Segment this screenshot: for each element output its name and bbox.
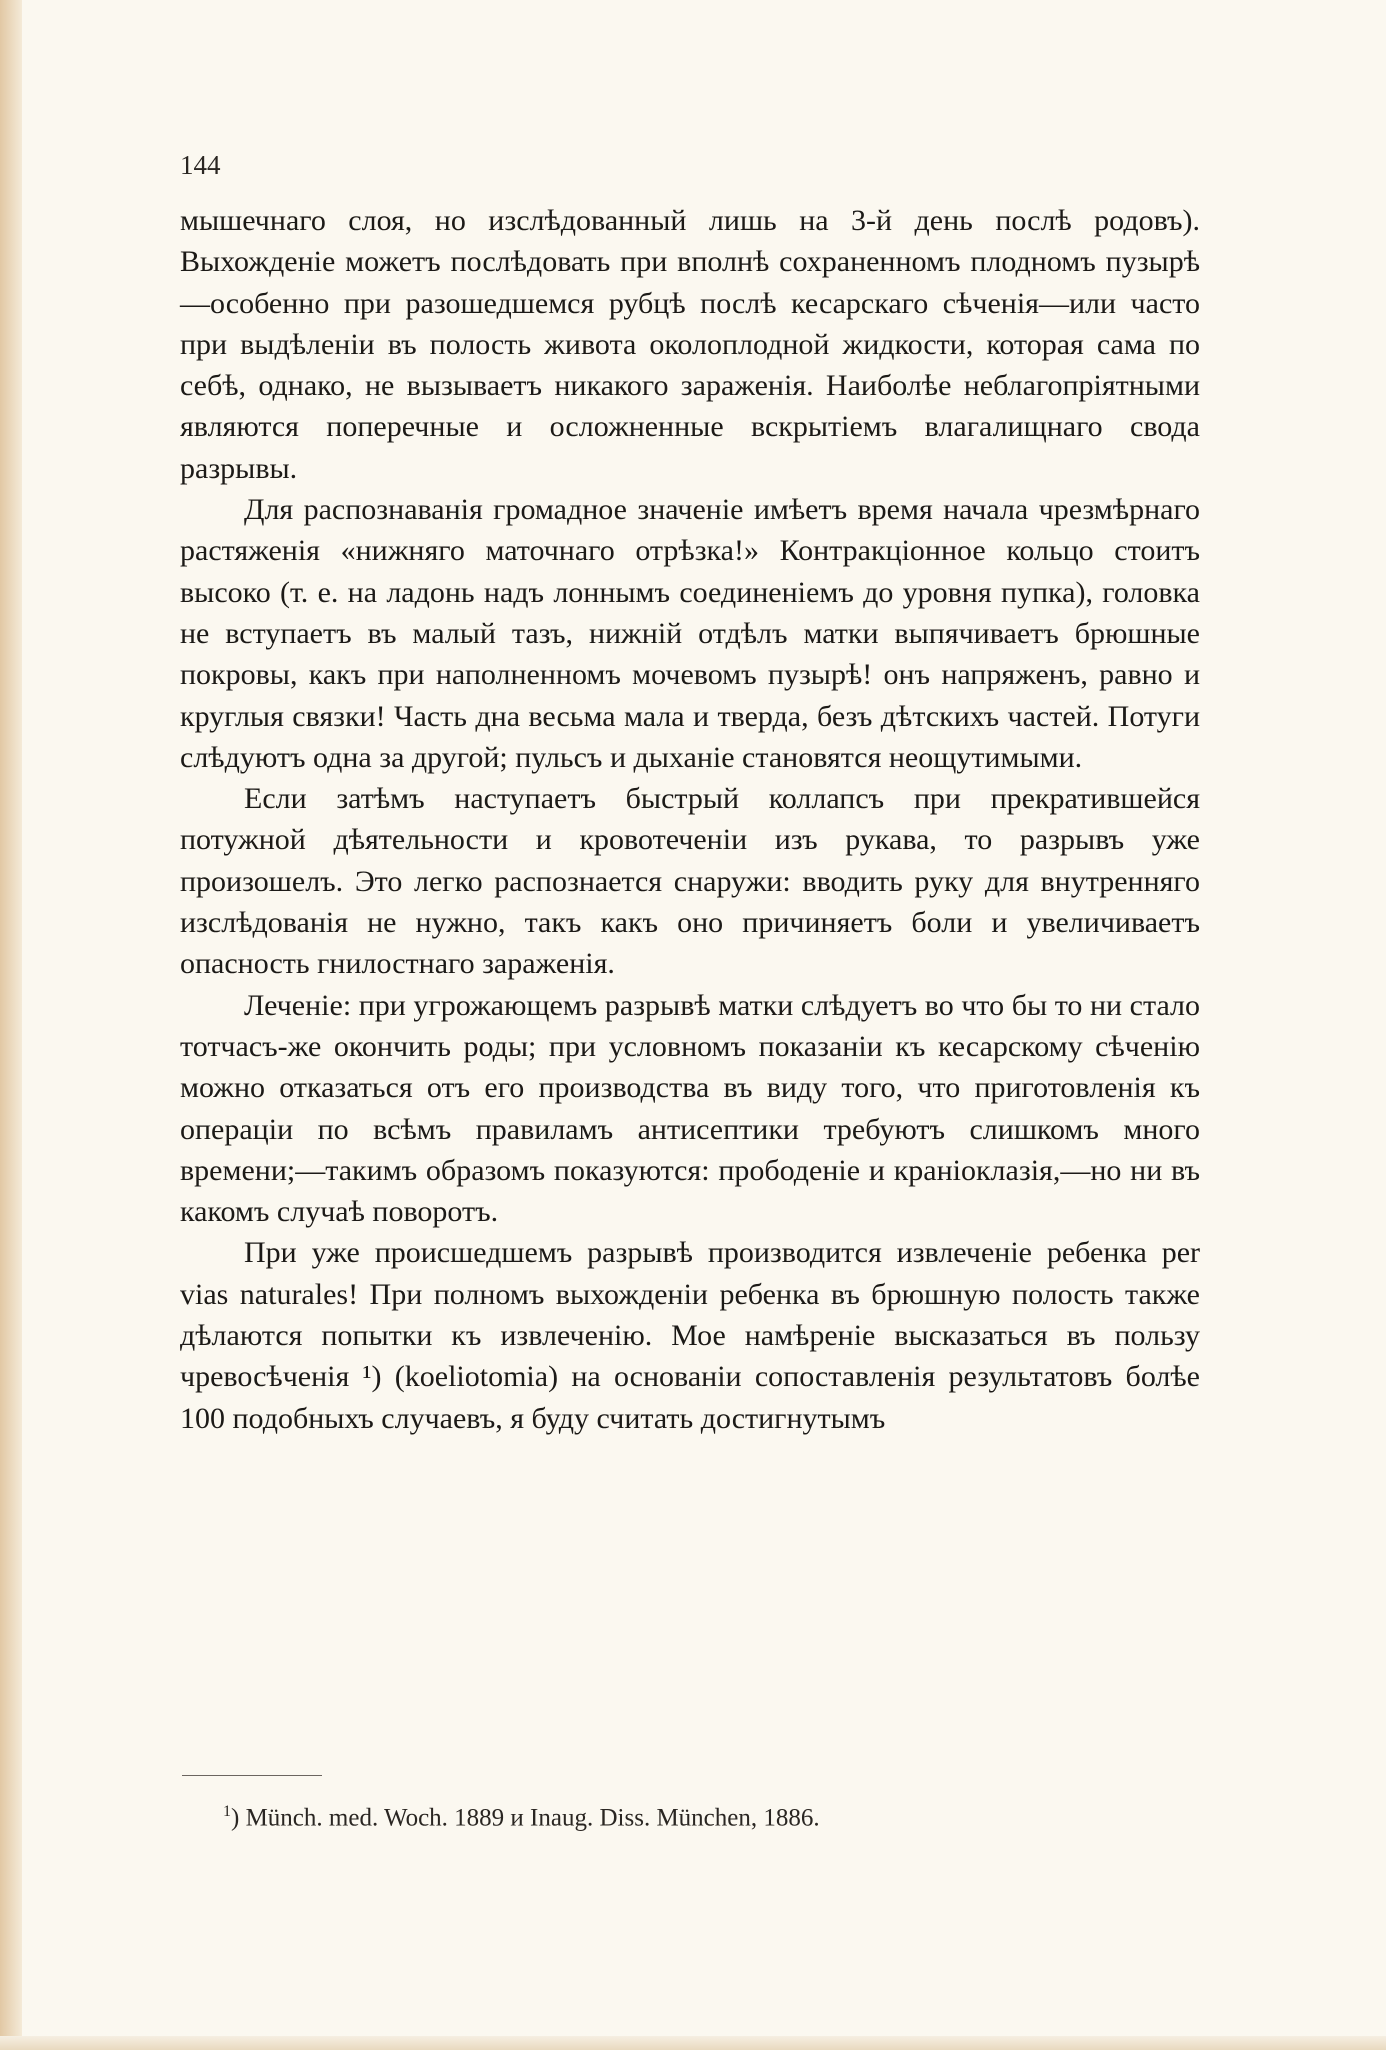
paragraph: При уже происшедшемъ разрывѣ производится извлеченіе ребенка per vias naturales! При полномъ выхожденіи ребенка въ брюшную полость также дѣлаются попытки къ извлеченію. Мое намѣреніе высказаться въ пользу чревосѣченія ¹) (koeliotomia) на основаніи сопоставленія результатовъ болѣе 100 подобныхъ случаевъ, я буду считать достигнутымъ <box>180 1236 1200 1435</box>
paragraph: Если затѣмъ наступаетъ быстрый коллапсъ при прекратившейся потужной дѣятельности и кровотеченіи изъ рукава, то разрывъ уже произошелъ. Это легко распознается снаружи: вводить руку для внутренняго изслѣдованія не нужно, такъ какъ оно причиняетъ боли и увеличиваетъ опасность гнилостнаго зараженія. <box>180 782 1200 981</box>
page-edge-bottom <box>0 2036 1386 2050</box>
footnote-marker: 1 <box>223 1803 231 1820</box>
paragraph: Для распознаванія громадное значеніе имѣетъ время начала чрезмѣрнаго растяженія «нижняго маточнаго отрѣзка!» Контракціонное кольцо стоитъ высоко (т. е. на ладонь надъ лоннымъ соединеніемъ до уровня пупка), головка не вступаетъ въ малый тазъ, нижній отдѣлъ матки выпячиваетъ брюшные покровы, какъ при наполненномъ мочевомъ пузырѣ! онъ напряженъ, равно и круглыя связки! Часть дна весьма мала и тверда, безъ дѣтскихъ частей. Потуги слѣдуютъ одна за другой; пульсъ и дыханіе становятся неощутимыми. <box>180 493 1200 774</box>
page-number: 144 <box>180 150 221 180</box>
body-text <box>180 200 1200 1439</box>
paragraph: Леченіе: при угрожающемъ разрывѣ матки слѣдуетъ во что бы то ни стало тотчасъ-же окончить роды; при условномъ показаніи къ кесарскому сѣченію можно отказаться отъ его производства въ виду того, что приготовленія къ операціи по всѣмъ правиламъ антисептики требуютъ слишкомъ много времени;—такимъ образомъ показуются: прободеніе и краніоклазія,—но ни въ какомъ случаѣ поворотъ. <box>180 988 1200 1229</box>
page-edge-left <box>0 0 22 2050</box>
footnote-text: ) Münch. med. Woch. 1889 и Inaug. Diss. München, 1886. <box>231 1804 820 1832</box>
footnote-rule <box>182 1775 322 1776</box>
paragraph: мышечнаго слоя, но изслѣдованный лишь на 3-й день послѣ родовъ). Выхожденіе можетъ послѣдовать при вполнѣ сохраненномъ плодномъ пузырѣ—особенно при разошедшемся рубцѣ послѣ кесарскаго сѣченія—или часто при выдѣленіи въ полость живота околоплодной жидкости, которая сама по себѣ, однако, не вызываетъ никакого зараженія. Наиболѣе неблагопріятными являются поперечные и осложненные вскрытіемъ влагалищнаго свода разрывы. <box>180 204 1200 485</box>
footnote <box>223 1803 820 1832</box>
